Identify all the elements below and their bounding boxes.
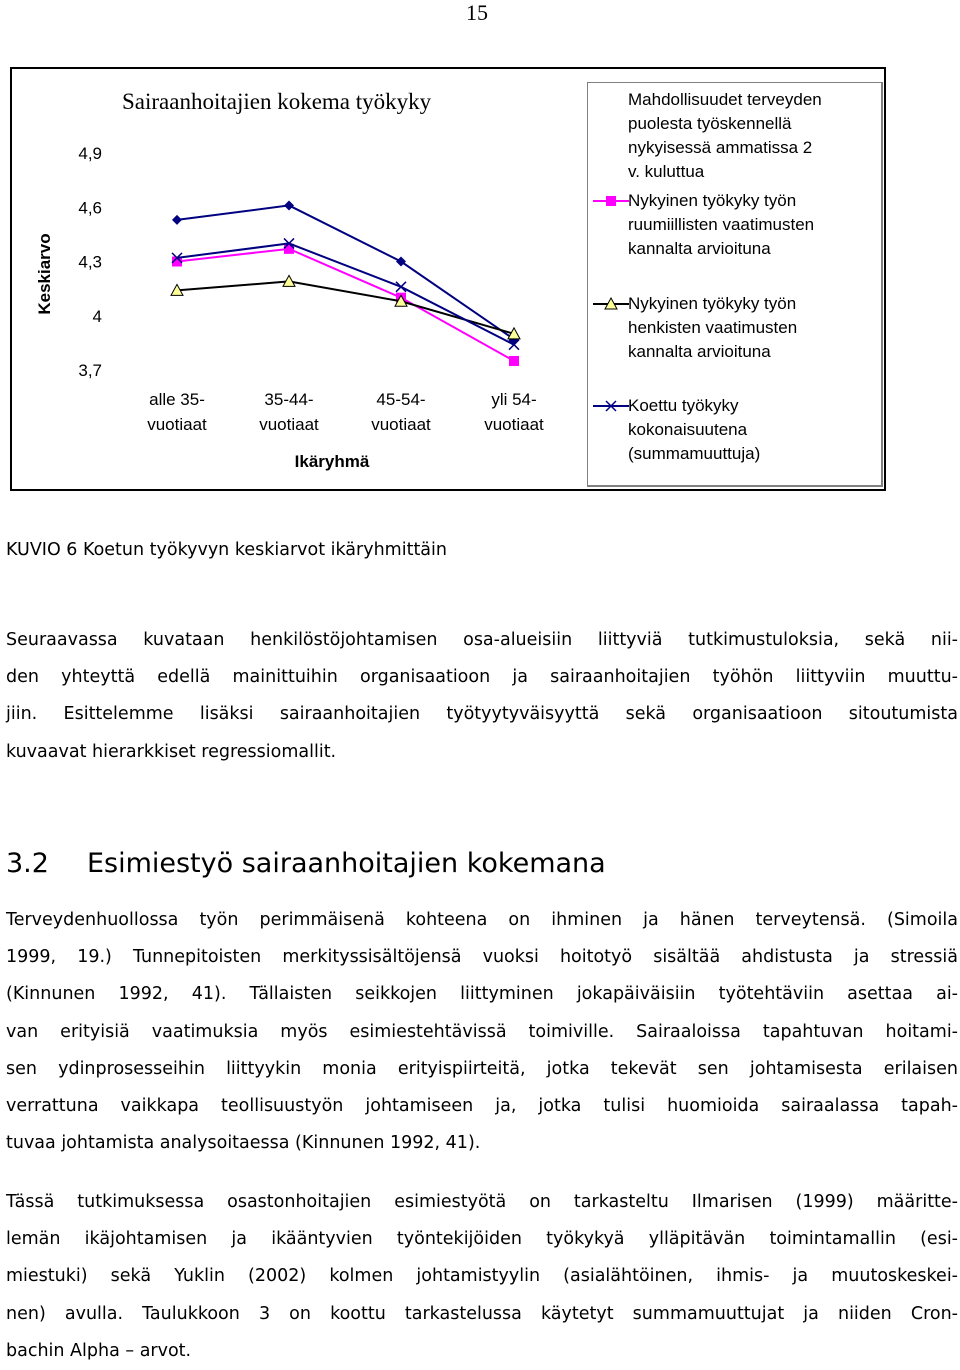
series-2-point	[509, 356, 519, 366]
legend-entry-1-line-4: v. kuluttua	[628, 162, 705, 181]
series-4-point	[396, 282, 406, 292]
section-number: 3.2	[6, 848, 49, 879]
paragraph-2-line-7: tuvaa johtamista analysoitaessa (Kinnunen 1992, 41).	[6, 1133, 481, 1154]
paragraph-2-line-1: Terveydenhuollossa työn perimmäisenä kohteena on ihminen ja hänen terveytensä. (Simoila	[6, 910, 958, 930]
paragraph-2-line-2: 1999, 19.) Tunnepitoisten merkityssisältöjensä vuoksi hoitotyö sisältää ahdistusta ja stressiä	[6, 947, 958, 968]
series-1-point	[284, 200, 294, 210]
paragraph-2-line-6: verrattuna vaikkapa teollisuustyön johtamiseen ja, jotka tulisi huomioida sairaalassa tapah-	[6, 1096, 958, 1117]
legend-entry-2-line-3: kannalta arvioituna	[628, 239, 771, 258]
legend-entry-4-line-3: (summamuuttuja)	[628, 444, 761, 463]
figure-kuvio-6	[10, 67, 886, 491]
figure-caption: KUVIO 6 Koetun työkyvyn keskiarvot ikäryhmittäin	[6, 540, 447, 560]
legend-entry-3	[628, 292, 878, 364]
paragraph-3-line-1: Tässä tutkimuksessa osastonhoitajien esimiestyötä on tarkasteltu Ilmarisen (1999) määritte-	[6, 1192, 958, 1212]
paragraph-1-line-2: den yhteyttä edellä mainittuihin organisaatioon ja sairaanhoitajien työhön liittyviin muuttu-	[6, 667, 958, 688]
page-number: 15	[466, 0, 488, 25]
section-heading	[6, 848, 606, 879]
legend-entry-2-line-2: ruumiillisten vaatimusten	[628, 215, 815, 234]
legend-entry-1-line-1: Mahdollisuudet terveyden	[628, 90, 822, 109]
paragraph-3	[6, 1184, 958, 1370]
y-tick-label: 4,3	[78, 252, 102, 272]
paragraph-2-line-5: sen ydinprosesseihin liittyykin monia erityispiirteitä, jotka tekevät sen johtamisesta erilaisen	[6, 1058, 958, 1079]
x-tick-label-line1: 35-44-	[264, 390, 314, 409]
chart-title: Sairaanhoitajien kokema työkyky	[122, 89, 432, 114]
x-tick-label-line2: vuotiaat	[371, 415, 431, 434]
legend-entry-3-line-3: kannalta arvioituna	[628, 342, 771, 361]
series-1-point	[172, 215, 182, 225]
legend-entry-3-line-2: henkisten vaatimusten	[628, 318, 798, 337]
legend-entry-1	[628, 88, 878, 184]
paragraph-1-line-4: kuvaavat hierarkkiset regressiomallit.	[6, 741, 337, 762]
paragraph-1-line-1: Seuraavassa kuvataan henkilöstöjohtamisen osa-alueisiin liittyviä tutkimustuloksia, sekä nii-	[6, 630, 958, 650]
paragraph-2-line-4: van erityisiä vaatimuksia myös esimiestehtävissä toimiville. Sairaaloissa tapahtuvan hoitami-	[6, 1021, 958, 1042]
y-tick-label: 3,7	[78, 361, 102, 380]
legend-entry-4-line-1: Koettu työkyky	[628, 396, 739, 415]
legend-entry-3-line-1: Nykyinen työkyky työn	[628, 294, 797, 313]
x-axis-label: Ikäryhmä	[294, 452, 370, 471]
y-tick-label: 4	[92, 306, 102, 326]
x-tick-label-line1: yli 54-	[491, 390, 537, 409]
x-tick-label-line2: vuotiaat	[147, 415, 207, 434]
x-tick-label-line2: vuotiaat	[259, 415, 319, 434]
paragraph-3-line-5: bachin Alpha – arvot.	[6, 1340, 192, 1361]
legend-entry-2-line-1: Nykyinen työkyky työn	[628, 191, 797, 210]
legend-entry-4-line-2: kokonaisuutena	[628, 420, 748, 439]
y-tick-label: 4,9	[78, 144, 102, 163]
paragraph-3-line-4: nen) avulla. Taulukkoon 3 on koottu tarkastelussa käytetyt summamuuttujat ja niiden Cron-	[6, 1303, 958, 1324]
legend-entry-4	[628, 394, 878, 466]
y-axis-label: Keskiarvo	[35, 233, 54, 315]
legend-entry-1-line-2: puolesta työskennellä	[628, 114, 792, 133]
paragraph-3-line-3: miestuki) sekä Yuklin (2002) kolmen johtamistyylin (asialähtöinen, ihmis- ja muutoskeskei-	[6, 1266, 958, 1287]
legend-entry-1-line-3: nykyisessä ammatissa 2	[628, 138, 813, 157]
paragraph-1	[6, 622, 958, 771]
x-tick-label-line1: 45-54-	[376, 390, 426, 409]
series-line-4	[177, 243, 514, 344]
paragraph-3-line-2: lemän ikäjohtamisen ja ikääntyvien työntekijöiden työkykyä ylläpitävän toimintamallin (esi-	[6, 1229, 958, 1250]
paragraph-2-line-3: (Kinnunen 1992, 41). Tällaisten seikkojen liittyminen jokapäiväisiin työtehtäviin asettaa ai-	[6, 984, 958, 1005]
series-line-3	[177, 281, 514, 333]
chart-legend	[587, 82, 883, 487]
legend-entry-2	[628, 189, 878, 261]
paragraph-1-line-3: jiin. Esittelemme lisäksi sairaanhoitajien työtyytyväisyyttä sekä organisaatioon sitoutumista	[6, 704, 958, 725]
x-tick-label-line1: alle 35-	[149, 390, 205, 409]
y-tick-label: 4,6	[78, 198, 102, 218]
x-tick-label-line2: vuotiaat	[484, 415, 544, 434]
section-title: Esimiestyö sairaanhoitajien kokemana	[86, 848, 606, 879]
paragraph-2	[6, 902, 958, 1162]
